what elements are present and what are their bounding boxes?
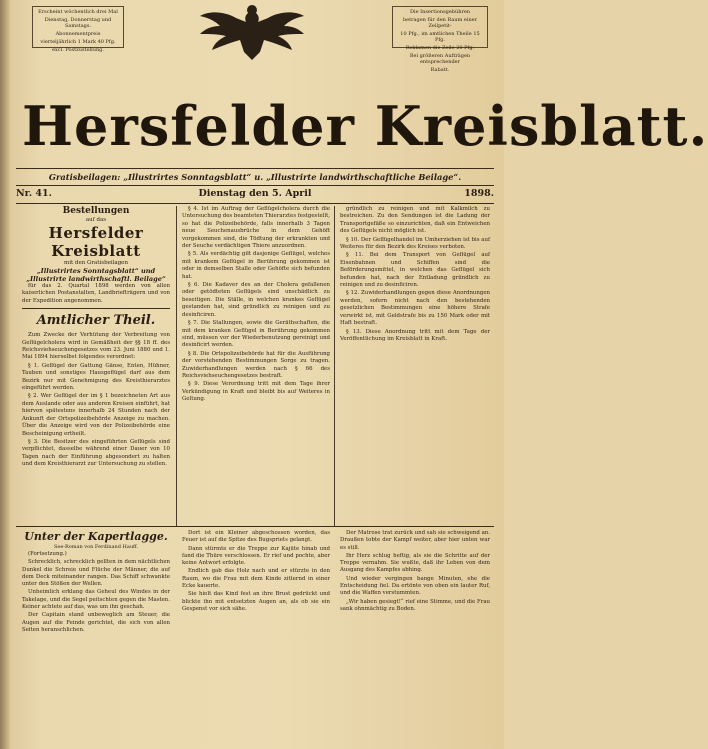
divider: [22, 308, 170, 309]
info-line: Rabatt.: [430, 67, 450, 73]
paragraph: Schrecklich, schrecklich gellten in dem nächtlichen Dunkel die Schreie und Flüche der Männer, die auf dem Deck miteinander rangen. Das Schiff schwankte unter den Stößen der Wellen.: [22, 559, 170, 588]
paragraph: § 6. Die Kadaver des an der Cholera gefallenen oder getödteten Geflügels sind unschädlich zu beseitigen. Die Ställe, in welchen krankes Geflügel gestanden hat, sind gründlich zu reinigen und zu desinficiren.: [182, 282, 330, 318]
paragraph: § 9. Diese Verordnung tritt mit dem Tage ihrer Verkündigung in Kraft und bleibt bis auf Weiteres in Geltung.: [182, 381, 330, 403]
paragraph: Ihr Herz schlug heftig, als sie die Schritte auf der Treppe vernahm. Sie wußte, daß ihr Leben von dem Ausgang des Kampfes abhing.: [340, 552, 490, 574]
issue-bar: [16, 186, 494, 202]
paragraph: Der Matrose trat zurück und sah sie schweigend an. Draußen tobte der Kampf weiter, aber hier unten war es still.: [340, 530, 490, 551]
order-heading: Bestellungen: [62, 206, 130, 216]
masthead-title: Hersfelder Kreisblatt.: [22, 94, 708, 158]
info-line: Die Insertionsgebühren: [409, 9, 471, 15]
paragraph: Sie hielt das Kind fest an ihre Brust gedrückt und blickte ihn mit entsetzten Augen an, als ob sie ein Gespenst vor sich sähe.: [182, 591, 330, 612]
info-line: Bei größeren Aufträgen entsprechender: [409, 53, 471, 65]
order-text: für das 2. Quartal 1898 werden von allen kaiserlichen Postanstalten, Landbriefträgern und von der Expedition angenommen.: [22, 283, 170, 304]
column-divider: [176, 206, 177, 526]
issue-number: Nr. 41.: [16, 188, 52, 199]
paragraph: § 10. Der Geflügelhandel im Umherziehen ist bis auf Weiteres für den Bezirk des Kreises verboten.: [340, 236, 490, 251]
info-line: Dienstag, Donnerstag und Samstags.: [44, 17, 112, 29]
story-column-3: [340, 530, 490, 746]
section-heading: Amtlicher Theil.: [36, 313, 156, 329]
paragraph: § 3. Die Besitzer des eingeführten Geflügels sind verpflichtet, dasselbe während einer Dauer von 10 Tagen nach der Einführung abgesondert zu halten und dem Kreisthierarzt zur Untersuchung zu stellen.: [22, 438, 170, 468]
order-line: auf das: [85, 217, 107, 223]
story-title: Unter der Kapertlagge.: [24, 530, 168, 543]
paragraph: § 12. Zuwiderhandlungen gegen diese Anordnungen werden, sofern nicht nach den bestehenden gesetzlichen Bestimmungen eine höhere Strafe verwirkt ist, mit Geldstrafe bis zu 150 Mark oder mit Haft bestraft.: [340, 290, 490, 327]
order-supplements: „Illustrirtes Sonntagsblatt“ und „Illustrirte landwirthschaftl. Beilage“: [26, 267, 166, 283]
info-line: betragen für den Raum einer Zeilpetit-: [402, 17, 478, 29]
paragraph: § 4. Ist im Auftrag der Geflügelcholera durch die Untersuchung des beamteten Thierarztes festgestellt, so hat die Polizeibehörde, falls innerhalb 3 Tagen neue Seuchenausbrüche in dem Gehöft vorgekommen sind, die Tödtung der erkrankten und der Seuche verdächtigen Thiere anzuordnen.: [182, 206, 331, 250]
paragraph: § 7. Die Stallungen, sowie die Geräthschaften, die mit dem kranken Geflügel in Berührung gekommen sind, müssen vor der Wiederbenutzung gereinigt und desinficirt werden.: [182, 320, 330, 349]
paragraph: § 11. Bei dem Transport von Geflügel auf Eisenbahnen und Schiffen sind die Beförderungsmittel, in welchen das Geflügel sich befunden hat, nach der Entladung gründlich zu reinigen und zu desinficiren.: [340, 252, 490, 289]
paragraph: Dort ist ein Kleiner abgeschossen worden, das Feuer ist auf die Spitze des Bugspriets gelangt.: [182, 530, 330, 544]
divider: [16, 203, 494, 204]
info-line: vierteljährlich 1 Mark 40 Pfg.: [40, 39, 116, 45]
paragraph: § 1. Geflügel der Gattung Gänse, Enten, Hühner, Tauben und sonstiges Hausgeflügel darf aus dem Bezirk nur mit Genehmigung des Kreisthierarztes eingeführt werden.: [22, 362, 170, 392]
subscription-info-box: [32, 6, 124, 53]
eagle-emblem-icon: [196, 2, 308, 64]
paragraph: § 5. Als verdächtig gilt dasjenige Geflügel, welches mit krankem Geflügel in Berührung gekommen ist oder in demselben Stalle oder Gehöfte sich befunden hat.: [182, 251, 330, 280]
story-column-2: [182, 530, 330, 746]
info-line: Reklamen die Zeile 20 Pfg.: [405, 45, 475, 51]
insertion-fees-box: [392, 6, 488, 73]
divider: [16, 526, 494, 527]
issue-year: 1898.: [464, 188, 494, 199]
supplements-line: Gratisbeilagen: „Illustrirtes Sonntagsblatt“ u. „Illustrirte landwirthschaftliche Beilage“.: [48, 172, 462, 182]
story-column-1: [22, 530, 170, 746]
paragraph: § 2. Wer Geflügel der im § 1 bezeichneten Art aus dem Auslande oder aus anderen Kreisen einführt, hat hiervon spätestens innerhalb 24 Stunden nach der Ankunft der Ortspolizeibehörde Anzeige zu machen. Über die Anzeige wird von der Polizeibehörde eine Bescheinigung ertheilt.: [22, 393, 170, 437]
paragraph: gründlich zu reinigen und mit Kalkmilch zu bestreichen. Zu den Sendungen ist die Ladung der Transportgefäße so einzurichten, daß ein Entweichen des Geflügels nicht möglich ist.: [340, 206, 490, 235]
paragraph: Der Capitain stand unbeweglich am Steuer, die Augen auf die Feinde gerichtet, die sich von allen Seiten heranschlichen.: [22, 612, 170, 633]
story-subtitle: See-Roman von Ferdinand Hauff.: [53, 544, 139, 550]
paragraph: § 8. Die Ortspolizeibehörde hat für die Ausführung der vorstehenden Bestimmungen Sorge zu tragen. Zuwiderhandlungen werden nach § 66 des Reichsviehseuchengesetzes bestraft.: [182, 350, 330, 379]
info-line: 10 Pfg., im amtlichen Theile 15 Pfg.: [400, 31, 480, 43]
info-line: Abonnementpreis: [55, 31, 101, 37]
paragraph: Endlich gab das Holz nach und er stürzte in den Raum, wo die Frau mit dem Kinde zitternd in einer Ecke kauerte.: [182, 568, 330, 590]
info-line: excl. Postzustellung.: [52, 47, 104, 53]
paragraph: Unheimlich erklang das Geheul des Windes in der Takelage, und die Segel peitschten gegen die Masten. Keiner achtete auf das, was um ihn geschah.: [22, 589, 170, 611]
order-title: Hersfelder Kreisblatt: [48, 224, 144, 260]
paragraph: Zum Zwecke der Verhütung der Verbreitung von Geflügelcholera wird in Gemäßheit der §§ 18 ff. des Reichsviehseuchengesetzes vom 23. Juni 1880 und 1. Mai 1894 hierselbst folgendes verordnet:: [22, 332, 170, 361]
paragraph: Und wieder vergingen bange Minuten, ehe die Entscheidung fiel. Da ertönte von oben ein lauter Ruf, und die Waffen verstummten.: [340, 575, 490, 597]
order-line: mit den Gratisbeilagen: [64, 260, 128, 266]
paragraph: Dann stürmte er die Treppe zur Kajüte hinab und fand die Thüre verschlossen. Er rief und pochte, aber keine Antwort erfolgte.: [182, 545, 330, 567]
paragraph: (Fortsetzung.): [28, 551, 67, 557]
paragraph: „Wir haben gesiegt!“ rief eine Stimme, und die Frau sank ohnmächtig zu Boden.: [340, 598, 490, 612]
divider: [16, 168, 494, 169]
info-line: Erscheint wöchentlich drei Mal: [38, 9, 118, 15]
column-divider: [334, 206, 335, 526]
paragraph: § 13. Diese Anordnung tritt mit dem Tage der Veröffentlichung im Kreisblatt in Kraft.: [340, 328, 490, 342]
binding-edge: [0, 0, 10, 749]
issue-date: Dienstag den 5. April: [198, 188, 312, 199]
